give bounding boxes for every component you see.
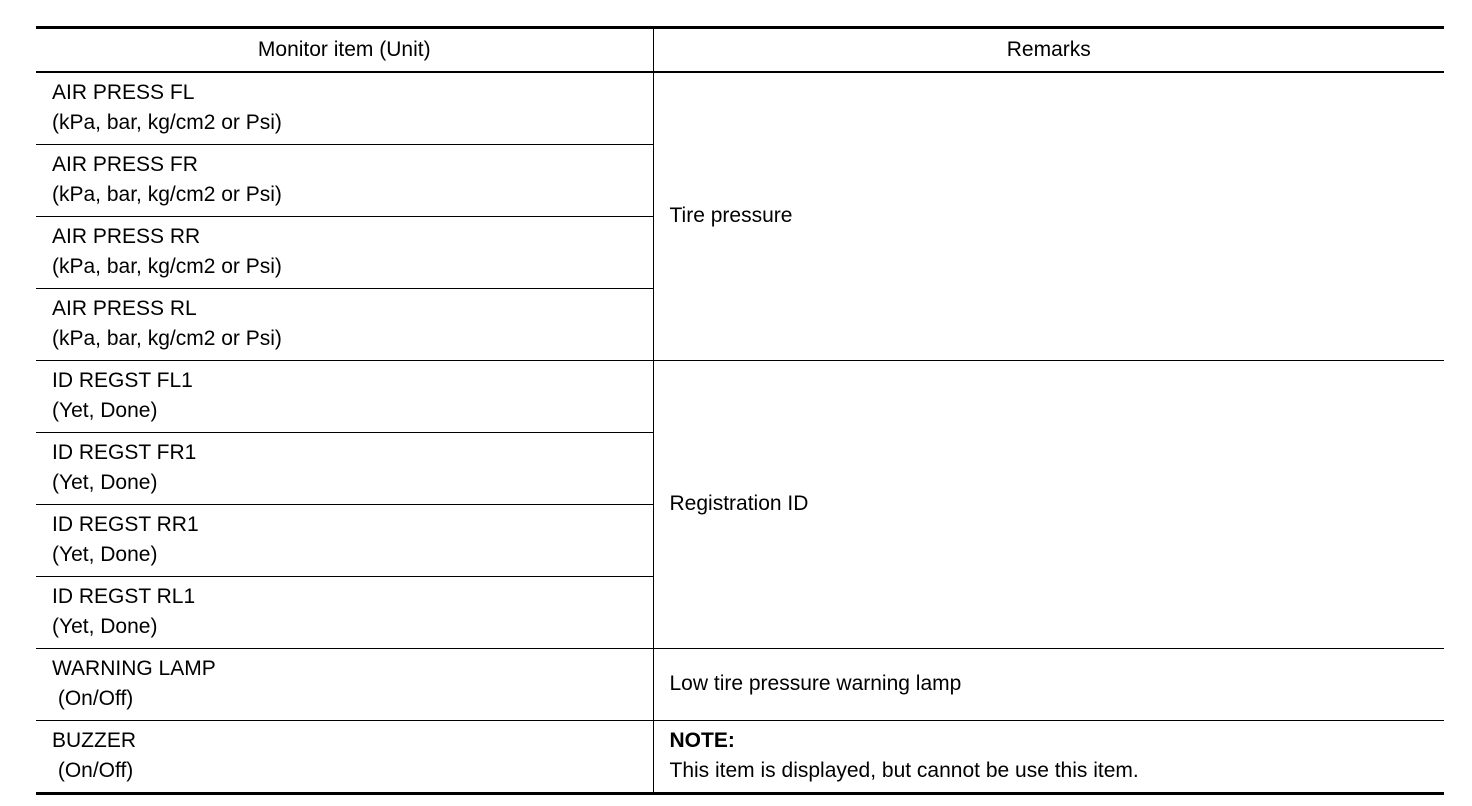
item-name: BUZZER bbox=[52, 729, 136, 752]
item-name: WARNING LAMP bbox=[52, 657, 216, 680]
item-unit: (On/Off) bbox=[52, 759, 134, 782]
table-row bbox=[36, 360, 1444, 432]
remark-cell: Registration ID bbox=[653, 360, 1444, 648]
item-unit: (kPa, bar, kg/cm2 or Psi) bbox=[52, 183, 282, 206]
remark-cell: Tire pressure bbox=[653, 72, 1444, 361]
item-name: AIR PRESS RL bbox=[52, 297, 197, 320]
remark-cell: Low tire pressure warning lamp bbox=[653, 648, 1444, 720]
item-name: ID REGST RR1 bbox=[52, 513, 199, 536]
item-unit: (Yet, Done) bbox=[52, 399, 158, 422]
item-name: AIR PRESS FR bbox=[52, 153, 198, 176]
item-unit: (On/Off) bbox=[52, 687, 134, 710]
monitor-item-cell bbox=[36, 216, 653, 288]
monitor-item-cell bbox=[36, 576, 653, 648]
header-monitor-item: Monitor item (Unit) bbox=[36, 28, 653, 72]
monitor-item-cell bbox=[36, 720, 653, 793]
monitor-item-cell bbox=[36, 288, 653, 360]
table-row bbox=[36, 72, 1444, 145]
monitor-table-container bbox=[36, 26, 1444, 795]
item-name: AIR PRESS FL bbox=[52, 81, 195, 104]
item-name: ID REGST RL1 bbox=[52, 585, 196, 608]
item-unit: (Yet, Done) bbox=[52, 471, 158, 494]
monitor-item-cell bbox=[36, 144, 653, 216]
table-row bbox=[36, 648, 1444, 720]
item-unit: (kPa, bar, kg/cm2 or Psi) bbox=[52, 111, 282, 134]
monitor-item-cell bbox=[36, 648, 653, 720]
item-name: AIR PRESS RR bbox=[52, 225, 201, 248]
monitor-item-cell bbox=[36, 432, 653, 504]
item-unit: (kPa, bar, kg/cm2 or Psi) bbox=[52, 327, 282, 350]
monitor-item-cell bbox=[36, 504, 653, 576]
monitor-item-table bbox=[36, 26, 1444, 795]
table-header-row bbox=[36, 28, 1444, 72]
table-row bbox=[36, 720, 1444, 793]
header-remarks: Remarks bbox=[653, 28, 1444, 72]
item-unit: (Yet, Done) bbox=[52, 615, 158, 638]
note-text: This item is displayed, but cannot be use this item. bbox=[669, 759, 1139, 782]
item-unit: (Yet, Done) bbox=[52, 543, 158, 566]
note-title: NOTE: bbox=[669, 729, 735, 752]
item-unit: (kPa, bar, kg/cm2 or Psi) bbox=[52, 255, 282, 278]
remark-cell bbox=[653, 720, 1444, 793]
item-name: ID REGST FL1 bbox=[52, 369, 193, 392]
monitor-item-cell bbox=[36, 72, 653, 145]
item-name: ID REGST FR1 bbox=[52, 441, 197, 464]
monitor-item-cell bbox=[36, 360, 653, 432]
